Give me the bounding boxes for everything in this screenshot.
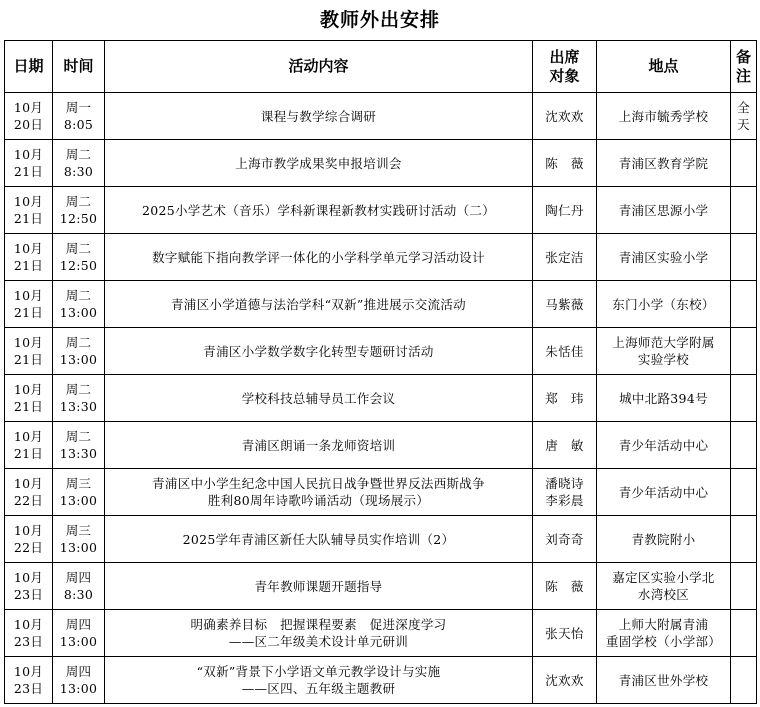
table-row — [5, 422, 757, 469]
activity-cell-line: 2025小学艺术（音乐）学科新课程新教材实践研讨活动（二） — [141, 202, 495, 218]
activity-cell-line: 青浦区小学道德与法治学科“双新”推进展示交流活动 — [171, 296, 466, 312]
attendee-cell-line: 朱恬佳 — [545, 343, 584, 359]
date-cell-line: 23日 — [13, 634, 44, 649]
time-cell-line: 周三 — [65, 476, 92, 491]
activity-cell — [105, 563, 533, 610]
time-cell — [53, 281, 105, 328]
date-cell-line: 10月 — [13, 100, 44, 115]
time-cell — [53, 140, 105, 187]
time-cell-line: 周二 — [65, 335, 92, 350]
date-cell-line: 10月 — [13, 523, 44, 538]
attendee-cell — [533, 187, 597, 234]
time-cell-line: 13:00 — [59, 681, 98, 696]
activity-cell — [105, 422, 533, 469]
activity-cell — [105, 610, 533, 657]
note-cell — [731, 422, 757, 469]
activity-cell-line: 胜利80周年诗歌吟诵活动（现场展示） — [207, 493, 430, 508]
table-row — [5, 93, 757, 140]
date-cell-line: 21日 — [13, 399, 44, 414]
attendee-cell — [533, 657, 597, 704]
date-cell — [5, 469, 53, 516]
date-cell — [5, 234, 53, 281]
date-cell-line: 10月 — [13, 570, 44, 585]
location-cell — [597, 516, 731, 563]
time-cell-line: 13:00 — [59, 352, 98, 367]
table-row — [5, 328, 757, 375]
table-row — [5, 516, 757, 563]
activity-cell-line: 数字赋能下指向教学评一体化的小学科学单元学习活动设计 — [152, 249, 485, 265]
location-cell — [597, 469, 731, 516]
location-cell-line: 嘉定区实验小学北 — [612, 570, 715, 585]
activity-cell — [105, 234, 533, 281]
location-cell-line: 青浦区实验小学 — [618, 249, 709, 265]
location-cell — [597, 657, 731, 704]
attendee-cell — [533, 469, 597, 516]
note-cell-line: 天 — [737, 117, 750, 132]
activity-cell-line: 青年教师课题开题指导 — [254, 578, 383, 594]
document-title: 教师外出安排 — [319, 9, 440, 31]
date-cell — [5, 422, 53, 469]
attendee-cell-line: 张天怡 — [545, 625, 584, 641]
date-cell-line: 10月 — [13, 194, 44, 209]
location-cell-line: 上师大附属青浦 — [618, 617, 709, 632]
date-cell-line: 21日 — [13, 164, 44, 179]
time-cell — [53, 657, 105, 704]
time-cell-line: 8:30 — [63, 587, 94, 602]
table-row — [5, 610, 757, 657]
header-attendee-line: 出席 — [549, 47, 580, 66]
table-row — [5, 657, 757, 704]
time-cell — [53, 516, 105, 563]
activity-cell — [105, 140, 533, 187]
date-cell-line: 10月 — [13, 476, 44, 491]
attendee-cell — [533, 93, 597, 140]
attendee-cell-line: 张定洁 — [545, 249, 584, 265]
date-cell-line: 10月 — [13, 617, 44, 632]
activity-cell-line: 2025学年青浦区新任大队辅导员实作培训（2） — [182, 531, 455, 547]
location-cell-line: 重固学校（小学部） — [605, 634, 722, 649]
time-cell-line: 周二 — [65, 147, 92, 162]
table-row — [5, 234, 757, 281]
table-row — [5, 375, 757, 422]
date-cell — [5, 328, 53, 375]
header-time: 时间 — [53, 41, 105, 93]
time-cell-line: 13:30 — [59, 399, 98, 414]
time-cell-line: 周三 — [65, 523, 92, 538]
location-cell-line: 青浦区世外学校 — [618, 672, 709, 688]
activity-cell-line: 课程与教学综合调研 — [260, 108, 377, 124]
activity-cell — [105, 657, 533, 704]
time-cell-line: 周一 — [65, 100, 92, 115]
location-cell — [597, 93, 731, 140]
date-cell-line: 10月 — [13, 664, 44, 679]
time-cell — [53, 328, 105, 375]
note-cell — [731, 328, 757, 375]
date-cell-line: 10月 — [13, 288, 44, 303]
time-cell-line: 周二 — [65, 382, 92, 397]
time-cell — [53, 422, 105, 469]
date-cell-line: 21日 — [13, 446, 44, 461]
attendee-cell — [533, 563, 597, 610]
time-cell-line: 周四 — [65, 617, 92, 632]
activity-cell-line: 学校科技总辅导员工作会议 — [241, 390, 396, 406]
time-cell — [53, 610, 105, 657]
note-cell — [731, 93, 757, 140]
time-cell-line: 12:50 — [59, 258, 98, 273]
location-cell-line: 实验学校 — [637, 352, 690, 367]
time-cell-line: 12:50 — [59, 211, 98, 226]
attendee-cell-line: 陶仁丹 — [545, 202, 584, 218]
header-row — [5, 41, 757, 93]
location-cell — [597, 563, 731, 610]
time-cell-line: 周二 — [65, 241, 92, 256]
attendee-cell-line: 潘晓诗 — [545, 476, 584, 491]
table-row — [5, 563, 757, 610]
attendee-cell — [533, 328, 597, 375]
time-cell-line: 13:00 — [59, 493, 98, 508]
date-cell-line: 21日 — [13, 258, 44, 273]
time-cell — [53, 234, 105, 281]
time-cell — [53, 187, 105, 234]
date-cell — [5, 140, 53, 187]
attendee-cell — [533, 610, 597, 657]
date-cell-line: 10月 — [13, 382, 44, 397]
time-cell-line: 13:00 — [59, 634, 98, 649]
location-cell-line: 青浦区教育学院 — [618, 155, 709, 171]
location-cell — [597, 234, 731, 281]
location-cell — [597, 610, 731, 657]
date-cell — [5, 563, 53, 610]
location-cell — [597, 187, 731, 234]
time-cell-line: 8:05 — [63, 117, 94, 132]
note-cell — [731, 469, 757, 516]
time-cell-line: 周二 — [65, 429, 92, 444]
activity-cell — [105, 469, 533, 516]
time-cell-line: 13:00 — [59, 540, 98, 555]
activity-cell-line: ——区四、五年级主题教研 — [241, 681, 396, 696]
header-note-line: 注 — [735, 66, 751, 85]
header-attendee-line: 对象 — [549, 66, 580, 85]
location-cell-line: 青少年活动中心 — [618, 437, 709, 453]
header-date: 日期 — [5, 41, 53, 93]
date-cell — [5, 657, 53, 704]
note-cell — [731, 610, 757, 657]
attendee-cell-line: 马紫薇 — [545, 296, 584, 312]
note-cell — [731, 187, 757, 234]
date-cell — [5, 610, 53, 657]
header-note-line: 备 — [735, 47, 751, 66]
location-cell-line: 青教院附小 — [631, 531, 696, 547]
attendee-cell-line: 李彩晨 — [545, 493, 584, 508]
time-cell-line: 周四 — [65, 664, 92, 679]
table-row — [5, 469, 757, 516]
time-cell-line: 周二 — [65, 288, 92, 303]
activity-cell-line: “双新”背景下小学语文单元教学设计与实施 — [196, 664, 441, 679]
location-cell — [597, 140, 731, 187]
table-row — [5, 140, 757, 187]
activity-cell — [105, 328, 533, 375]
date-cell-line: 22日 — [13, 493, 44, 508]
attendee-cell-line: 沈欢欢 — [545, 672, 584, 688]
date-cell-line: 23日 — [13, 681, 44, 696]
location-cell-line: 上海市毓秀学校 — [618, 108, 709, 124]
time-cell-line: 8:30 — [63, 164, 94, 179]
location-cell — [597, 375, 731, 422]
note-cell — [731, 281, 757, 328]
attendee-cell-line: 沈欢欢 — [545, 108, 584, 124]
location-cell-line: 青少年活动中心 — [618, 484, 709, 500]
note-cell — [731, 563, 757, 610]
activity-cell — [105, 93, 533, 140]
attendee-cell — [533, 422, 597, 469]
date-cell — [5, 93, 53, 140]
date-cell — [5, 281, 53, 328]
note-cell — [731, 234, 757, 281]
time-cell-line: 周四 — [65, 570, 92, 585]
date-cell — [5, 375, 53, 422]
location-cell-line: 东门小学（东校） — [612, 296, 715, 312]
date-cell-line: 10月 — [13, 335, 44, 350]
time-cell-line: 13:30 — [59, 446, 98, 461]
activity-cell-line: 上海市教学成果奖申报培训会 — [235, 155, 402, 171]
date-cell-line: 22日 — [13, 540, 44, 555]
date-cell-line: 10月 — [13, 147, 44, 162]
attendee-cell — [533, 140, 597, 187]
date-cell-line: 21日 — [13, 305, 44, 320]
header-attendee — [533, 41, 597, 93]
date-cell-line: 23日 — [13, 587, 44, 602]
note-cell-line: 全 — [737, 100, 750, 115]
table-row — [5, 281, 757, 328]
time-cell — [53, 469, 105, 516]
activity-cell — [105, 375, 533, 422]
activity-cell-line: 青浦区小学数学数字化转型专题研讨活动 — [203, 343, 434, 359]
header-location: 地点 — [597, 41, 731, 93]
header-note — [731, 41, 757, 93]
activity-cell — [105, 281, 533, 328]
time-cell — [53, 375, 105, 422]
activity-cell-line: 明确素养目标 把握课程要素 促进深度学习 — [190, 617, 447, 632]
location-cell — [597, 328, 731, 375]
location-cell-line: 上海师范大学附属 — [612, 335, 715, 350]
date-cell — [5, 516, 53, 563]
location-cell-line: 水湾校区 — [637, 587, 690, 602]
attendee-cell-line: 陈 薇 — [545, 155, 584, 171]
date-cell — [5, 187, 53, 234]
attendee-cell — [533, 375, 597, 422]
note-cell — [731, 657, 757, 704]
time-cell-line: 13:00 — [59, 305, 98, 320]
date-cell-line: 10月 — [13, 241, 44, 256]
attendee-cell-line: 郑 玮 — [545, 390, 584, 406]
attendee-cell-line: 唐 敏 — [545, 437, 584, 453]
date-cell-line: 20日 — [13, 117, 44, 132]
activity-cell-line: 青浦区朗诵一条龙师资培训 — [241, 437, 396, 453]
note-cell — [731, 375, 757, 422]
schedule-body — [5, 93, 757, 704]
time-cell — [53, 93, 105, 140]
activity-cell-line: ——区二年级美术设计单元研训 — [228, 634, 409, 649]
attendee-cell-line: 刘奇奇 — [545, 531, 584, 547]
location-cell — [597, 422, 731, 469]
location-cell — [597, 281, 731, 328]
header-activity: 活动内容 — [105, 41, 533, 93]
attendee-cell-line: 陈 薇 — [545, 578, 584, 594]
date-cell-line: 21日 — [13, 211, 44, 226]
note-cell — [731, 140, 757, 187]
date-cell-line: 10月 — [13, 429, 44, 444]
activity-cell — [105, 187, 533, 234]
time-cell-line: 周二 — [65, 194, 92, 209]
activity-cell — [105, 516, 533, 563]
note-cell — [731, 516, 757, 563]
attendee-cell — [533, 234, 597, 281]
location-cell-line: 青浦区思源小学 — [618, 202, 709, 218]
attendee-cell — [533, 516, 597, 563]
time-cell — [53, 563, 105, 610]
date-cell-line: 21日 — [13, 352, 44, 367]
location-cell-line: 城中北路394号 — [619, 390, 708, 406]
schedule-table — [4, 40, 757, 704]
activity-cell-line: 青浦区中小学生纪念中国人民抗日战争暨世界反法西斯战争 — [152, 476, 485, 491]
attendee-cell — [533, 281, 597, 328]
table-row — [5, 187, 757, 234]
